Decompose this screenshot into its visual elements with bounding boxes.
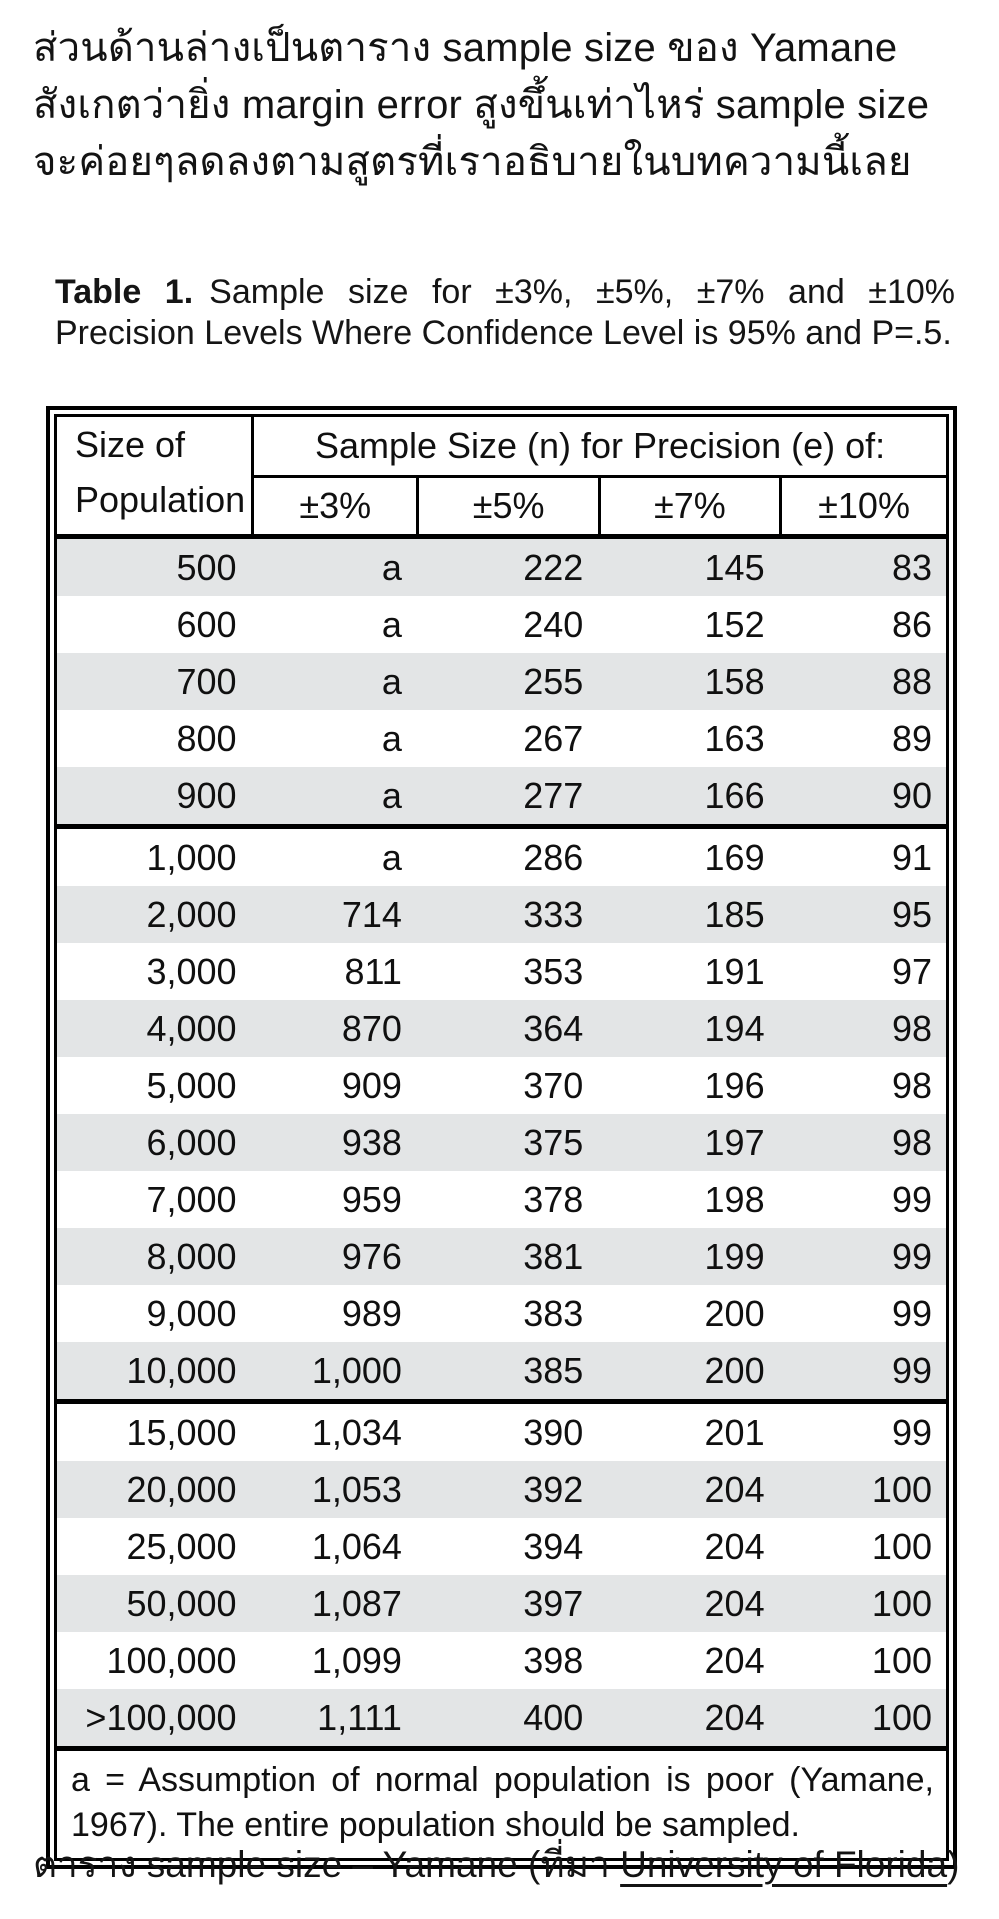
cell-sample-size: 99 — [781, 1402, 946, 1462]
cell-sample-size: 98 — [891, 1007, 932, 1049]
cell-sample-size: 100 — [871, 1582, 932, 1624]
cell-sample-size: 353 — [523, 950, 584, 992]
table-row — [57, 710, 946, 767]
intro-line-1: ส่วนด้านล่างเป็นตาราง sample size ของ Yamane — [33, 26, 898, 70]
cell-population-size: 600 — [176, 603, 237, 645]
table-row — [57, 767, 946, 827]
cell-sample-size: a — [381, 717, 402, 759]
cell-sample-size: 91 — [781, 827, 946, 887]
cell-sample-size: a — [381, 774, 402, 816]
table-row — [57, 886, 946, 943]
table-caption-label: Table 1. — [55, 273, 194, 311]
table-row — [57, 827, 946, 887]
cell-sample-size: 99 — [891, 1178, 932, 1220]
cell-population-size: 8,000 — [146, 1235, 237, 1277]
table-row — [57, 1402, 946, 1462]
cell-sample-size: 200 — [704, 1292, 765, 1334]
cell-sample-size: 240 — [523, 603, 584, 645]
header-precision-10pct: ±10% — [781, 477, 946, 537]
cell-sample-size: 959 — [341, 1178, 402, 1220]
cell-sample-size: 99 — [891, 1235, 932, 1277]
cell-sample-size: 100 — [871, 1639, 932, 1681]
cell-population-size: 700 — [176, 660, 237, 702]
cell-sample-size: 191 — [704, 950, 765, 992]
image-caption-suffix: ) — [947, 1844, 960, 1885]
cell-sample-size: 1,111 — [317, 1696, 402, 1738]
cell-sample-size: 375 — [523, 1121, 584, 1163]
cell-sample-size: 714 — [341, 893, 402, 935]
cell-sample-size: 364 — [523, 1007, 584, 1049]
cell-sample-size: 392 — [523, 1468, 584, 1510]
cell-sample-size: 267 — [523, 717, 584, 759]
cell-population-size: 2,000 — [146, 893, 237, 935]
intro-line-3: จะค่อยๆลดลงตามสูตรที่เราอธิบายในบทความนี้เลย — [33, 140, 912, 184]
intro-paragraph — [33, 20, 985, 191]
cell-sample-size: 89 — [891, 717, 932, 759]
table-row — [57, 1461, 946, 1518]
cell-sample-size: 1,064 — [311, 1525, 402, 1567]
cell-sample-size: 870 — [341, 1007, 402, 1049]
table-row — [57, 1000, 946, 1057]
cell-sample-size: 204 — [704, 1639, 765, 1681]
header-precision-3pct: ±3% — [253, 477, 418, 537]
cell-population-size: 9,000 — [146, 1292, 237, 1334]
table-row — [57, 943, 946, 1000]
cell-sample-size: 204 — [704, 1468, 765, 1510]
cell-sample-size: 100 — [871, 1468, 932, 1510]
cell-sample-size: 196 — [704, 1064, 765, 1106]
cell-population-size: 6,000 — [146, 1121, 237, 1163]
cell-sample-size: 255 — [523, 660, 584, 702]
cell-sample-size: 286 — [418, 827, 599, 887]
cell-sample-size: 400 — [523, 1696, 584, 1738]
table-row — [57, 537, 946, 597]
cell-sample-size: 204 — [704, 1696, 765, 1738]
cell-sample-size: 98 — [891, 1121, 932, 1163]
cell-sample-size: 383 — [523, 1292, 584, 1334]
cell-sample-size: 145 — [704, 546, 765, 588]
cell-population-size: 3,000 — [146, 950, 237, 992]
sample-size-table-frame — [46, 406, 957, 1869]
cell-population-size: 4,000 — [146, 1007, 237, 1049]
cell-population-size: 100,000 — [106, 1639, 237, 1681]
cell-sample-size: 390 — [418, 1402, 599, 1462]
cell-sample-size: 398 — [523, 1639, 584, 1681]
cell-sample-size: 100 — [871, 1696, 932, 1738]
table-caption-text: Sample size for ±3%, ±5%, ±7% and ±10% Precision Levels Where Confidence Level is 95% and P=.5. — [55, 273, 955, 352]
header-population-line: Population — [75, 479, 246, 520]
sample-size-table — [57, 417, 946, 1858]
cell-sample-size: 397 — [523, 1582, 584, 1624]
source-link[interactable]: University of Florida — [620, 1844, 948, 1885]
cell-sample-size: 194 — [704, 1007, 765, 1049]
table-row — [57, 1285, 946, 1342]
header-size-of-population — [57, 417, 253, 537]
table-row — [57, 1518, 946, 1575]
cell-sample-size: 169 — [599, 827, 780, 887]
cell-sample-size: 381 — [523, 1235, 584, 1277]
cell-sample-size: a — [381, 660, 402, 702]
cell-sample-size: 909 — [341, 1064, 402, 1106]
cell-sample-size: 88 — [891, 660, 932, 702]
cell-sample-size: 200 — [704, 1349, 765, 1391]
image-caption-prefix: ตาราง sample size – Yamane (ที่มา — [33, 1844, 621, 1885]
cell-sample-size: 201 — [599, 1402, 780, 1462]
cell-sample-size: 197 — [704, 1121, 765, 1163]
cell-sample-size: 1,000 — [311, 1349, 402, 1391]
cell-sample-size: 99 — [891, 1349, 932, 1391]
cell-sample-size: 166 — [704, 774, 765, 816]
cell-sample-size: 1,034 — [253, 1402, 418, 1462]
table-row — [57, 1575, 946, 1632]
cell-sample-size: a — [381, 546, 402, 588]
table-row — [57, 1228, 946, 1285]
cell-sample-size: 152 — [704, 603, 765, 645]
cell-population-size: 5,000 — [146, 1064, 237, 1106]
cell-sample-size: 83 — [891, 546, 932, 588]
intro-line-2: สังเกตว่ายิ่ง margin error สูงขึ้นเท่าไหร่ sample size — [33, 83, 930, 127]
table-caption — [55, 272, 955, 354]
cell-sample-size: 1,053 — [311, 1468, 402, 1510]
cell-sample-size: 385 — [523, 1349, 584, 1391]
cell-sample-size: 370 — [523, 1064, 584, 1106]
cell-sample-size: 100 — [871, 1525, 932, 1567]
cell-sample-size: a — [381, 603, 402, 645]
table-section-2 — [57, 827, 946, 1402]
cell-population-size: 500 — [176, 546, 237, 588]
cell-sample-size: 99 — [891, 1292, 932, 1334]
cell-sample-size: 198 — [704, 1178, 765, 1220]
cell-sample-size: 90 — [891, 774, 932, 816]
cell-sample-size: 95 — [891, 893, 932, 935]
cell-population-size: 800 — [176, 717, 237, 759]
header-precision-7pct: ±7% — [599, 477, 780, 537]
cell-sample-size: 185 — [704, 893, 765, 935]
table-row — [57, 596, 946, 653]
cell-population-size: 15,000 — [57, 1402, 253, 1462]
cell-sample-size: 204 — [704, 1525, 765, 1567]
cell-sample-size: 222 — [523, 546, 584, 588]
header-precision-5pct: ±5% — [418, 477, 599, 537]
cell-sample-size: 277 — [523, 774, 584, 816]
table-header — [57, 417, 946, 537]
cell-population-size: 1,000 — [57, 827, 253, 887]
cell-sample-size: 989 — [341, 1292, 402, 1334]
cell-population-size: 20,000 — [126, 1468, 237, 1510]
cell-sample-size: 98 — [891, 1064, 932, 1106]
header-sample-size-span: Sample Size (n) for Precision (e) of: — [253, 417, 946, 477]
table-row — [57, 1057, 946, 1114]
cell-population-size: 25,000 — [126, 1525, 237, 1567]
table-section-3 — [57, 1402, 946, 1749]
cell-population-size: 900 — [176, 774, 237, 816]
header-size-of-line: Size of — [75, 424, 186, 465]
cell-sample-size: 378 — [523, 1178, 584, 1220]
cell-sample-size: 1,099 — [311, 1639, 402, 1681]
cell-population-size: 7,000 — [146, 1178, 237, 1220]
cell-sample-size: 811 — [344, 950, 402, 992]
table-row — [57, 1171, 946, 1228]
sample-size-table-inner-frame — [54, 414, 949, 1861]
table-row — [57, 1114, 946, 1171]
table-row — [57, 1342, 946, 1402]
cell-sample-size: 394 — [523, 1525, 584, 1567]
cell-population-size: >100,000 — [85, 1696, 237, 1738]
cell-sample-size: 97 — [891, 950, 932, 992]
cell-sample-size: 1,087 — [311, 1582, 402, 1624]
cell-population-size: 10,000 — [126, 1349, 237, 1391]
cell-population-size: 50,000 — [126, 1582, 237, 1624]
cell-sample-size: 163 — [704, 717, 765, 759]
cell-sample-size: 976 — [341, 1235, 402, 1277]
cell-sample-size: 158 — [704, 660, 765, 702]
table-section-1 — [57, 537, 946, 827]
cell-sample-size: 938 — [341, 1121, 402, 1163]
cell-sample-size: 86 — [891, 603, 932, 645]
cell-sample-size: 333 — [523, 893, 584, 935]
cell-sample-size: 204 — [704, 1582, 765, 1624]
cell-sample-size: 199 — [704, 1235, 765, 1277]
table-row — [57, 1689, 946, 1749]
table-row — [57, 1632, 946, 1689]
table-footnote: a = Assumption of normal population is poor (Yamane, 1967). The entire population should be sampled. — [57, 1749, 946, 1859]
table-row — [57, 653, 946, 710]
image-caption — [33, 1840, 983, 1890]
cell-sample-size: a — [253, 827, 418, 887]
